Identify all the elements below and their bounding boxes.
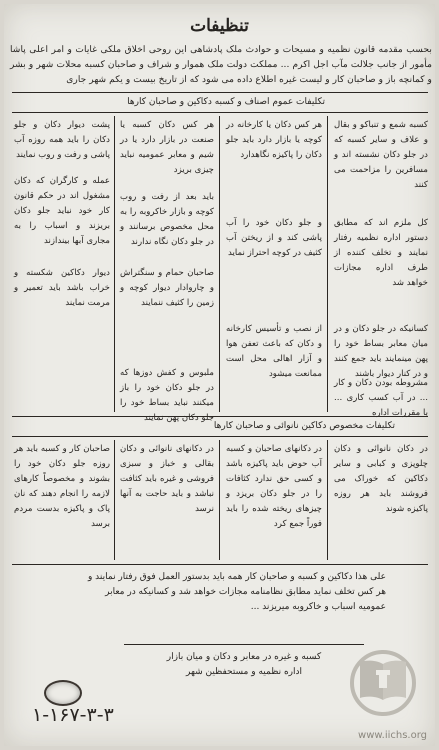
section1-col3-bottom: از نصب و تأسیس کارخانه و دکان که باعث تعفن هوا و آزار اهالی محل است ممانعت میشود <box>226 324 322 379</box>
section1-col2-middle: باید بعد از رفت و روب کوچه و بازار خاکروبه را به محل مخصوص برسانند و در جلو دکان نگاه ندارند <box>120 192 214 247</box>
section1-col4-top: کسبه شمع و تنباکو و بقال و علاف و سایر کسبه که در جلو دکان نشسته اند و مسافرین را مزاحمت می کنند <box>334 120 428 190</box>
section1-heading-rule <box>12 112 428 113</box>
section2-divider-3 <box>327 440 328 560</box>
document-page <box>4 4 435 746</box>
section1-col2-bottom: صاحبان حمام و سنگتراش و چاروادار دیوار کوچه و زمین را کثیف ننمایند <box>120 268 214 308</box>
intro-paragraph: بحسب مقدمه قانون نظمیه و مسیحات و حوادث ملک پادشاهی این روحی اخلاق ملکی غایات و امر اعلی پاشا مأمور از جانب جلالت مآب اجل اکرم ... مملکت دولت ملک هموار و شراف و صاحبان کسبه محلات شهر و بشر و کمانچه باز و صاحبان کار و لیست غیره اطلاع داده می شود که از تاریخ بیست و یکم شهر جاری <box>10 44 432 85</box>
seal-stamp-icon <box>44 680 82 706</box>
library-book-logo-icon <box>346 650 420 720</box>
section2-col4: در دکان نانوائی و دکان چلوپزی و کبابی و سایر دکاکین که خوراک می فروشند باید هر روزه پاکیزه شوند <box>334 444 428 514</box>
section1-lower-left: ملبوس و کفش دوزها که در جلو دکان خود را باز میکنند نباید بساط خود را جلو دکان پهن نمایند <box>120 368 214 423</box>
archive-number: ۱-۱۶۷-۳-۳ <box>32 704 114 726</box>
signature-rule <box>124 644 364 645</box>
section1-heading: تکلیفات عموم اصناف و کسبه دکاکین و صاحبان کارها <box>127 97 325 107</box>
signature-line-2: اداره نظمیه و مستحفظین شهر <box>185 667 303 677</box>
closing-paragraph: علی هذا دکاکین و کسبه و صاحبان کار همه باید بدستور العمل فوق رفتار نمایند و هر کس تخلف نماید مطابق نظامنامه مجازات خواهد شد و کسانیکه در معابر عمومیه اسباب و خاکروبه میریزند ... <box>87 572 386 612</box>
section1-top-rule <box>12 92 428 93</box>
section2-divider-1 <box>114 440 115 560</box>
signature-line-1: کسبه و غیره در معابر و دکان و میان بازار <box>166 652 322 662</box>
section1-col4-middle: کل ملزم اند که مطابق دستور اداره نظمیه رفتار نمایند و تخلف کننده از طرف اداره مجازات خواهد شد <box>334 218 428 288</box>
section1-col3-top: هر کس دکان یا کارخانه در کوچه یا بازار دارد باید جلو دکان را پاکیزه نگاهدارد <box>226 120 322 160</box>
section2-bottom-rule <box>12 564 428 565</box>
document-title: تنظیفات <box>190 16 249 36</box>
section1-col1-top: پشت دیوار دکان و جلو دکان را باید همه روزه آب پاشی و رفت و روب نمایند <box>14 120 110 160</box>
section2-divider-2 <box>219 440 220 560</box>
section1-divider-3 <box>327 116 328 412</box>
section2-heading-rule <box>12 436 428 437</box>
section1-col2-top: هر کس دکان کسبه یا صنعت در بازار دارد یا در شیم و معابر عمومیه نباید چیزی بریزد <box>120 120 214 175</box>
section2-col1: صاحبان کار و کسبه باید هر روزه جلو دکان خود را بشوند و مخصوصاً کارهای لازمه را انجام دهند که نان پاک و پاکیزه بدست مردم برسد <box>14 444 110 529</box>
section1-col3-middle: و جلو دکان خود را آب پاشی کند و از ریختن آب کثیف در کوچه احتراز نماید <box>226 218 322 258</box>
section2-heading: تکلیفات مخصوص دکاکین نانوائی و صاحبان کارها <box>213 421 395 431</box>
watermark-site: www.iichs.org <box>358 730 427 741</box>
section2-col3: در دکانهای صاحبان و کسبه آب حوض باید پاکیزه باشد و کسی حق ندارد کثافات را در جلو دکان بریزد و چیزهای ریخته شده را باید فوراً جمع کرد <box>226 444 322 529</box>
section1-divider-2 <box>219 116 220 412</box>
section1-col1-bottom: دیوار دکاکین شکسته و خراب باشد باید تعمیر و مرمت نمایند <box>14 268 110 308</box>
section1-divider-1 <box>114 116 115 412</box>
section2-top-rule <box>12 416 428 417</box>
section1-col1-middle: عمله و کارگران که دکان مشغول اند در حکم قانون کار خود نباید جلو دکان بریزند و اسباب را به مجاری آبها بیندازند <box>14 176 110 246</box>
section2-col2: در دکانهای نانوائی و دکان بقالی و خباز و سبزی فروشی و غیره باید کثافت نباشد و باید حاجت به آنها نرسد <box>120 444 214 514</box>
section1-lower-right: مشروطه بودن دکان و کار ... در آب کسب کاری ... با مقررات اداره <box>334 378 428 418</box>
section1-col4-bottom: کسانیکه در جلو دکان و در میان معابر بساط خود را پهن مینمایند باید جمع کنند و در کنار دیوار باشند <box>334 324 428 379</box>
